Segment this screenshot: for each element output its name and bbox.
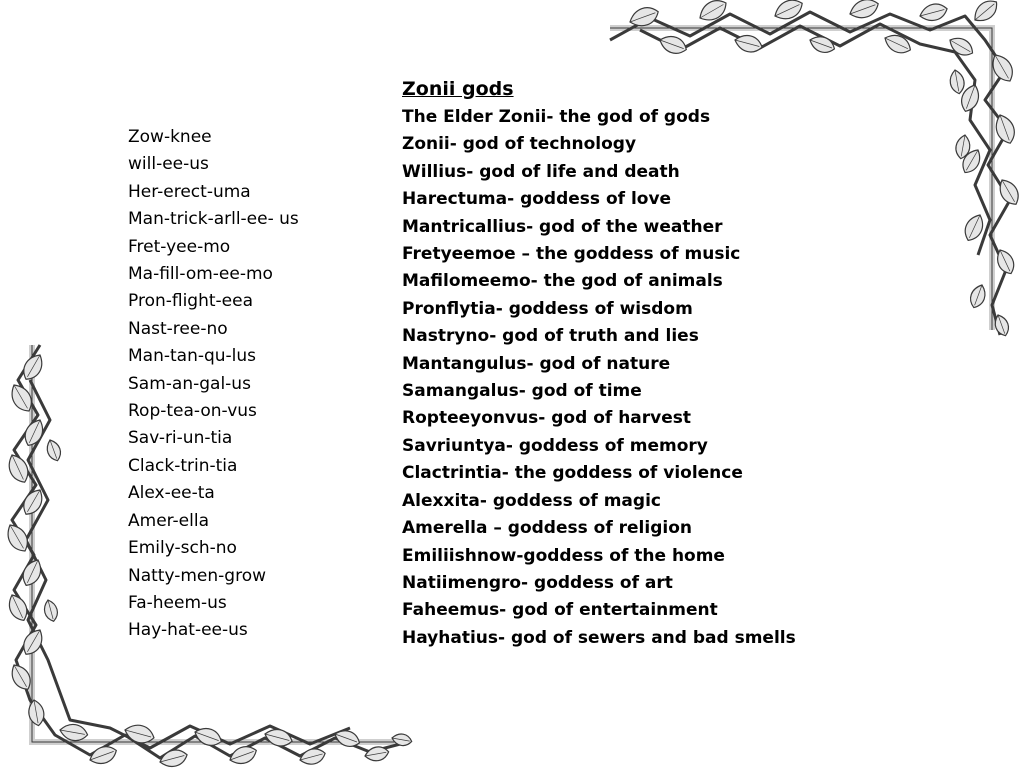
leaf-shape bbox=[3, 521, 33, 556]
leaf-shape bbox=[19, 351, 47, 383]
leaf-vein bbox=[27, 490, 40, 512]
leaf-vein bbox=[995, 55, 1009, 78]
pronunciation-item: Hay-hat-ee-us bbox=[128, 620, 248, 641]
leaf-vein bbox=[60, 730, 85, 734]
leaf-shape bbox=[807, 33, 837, 56]
leaf-vein bbox=[810, 40, 832, 48]
god-item: Willius- god of life and death bbox=[402, 161, 680, 182]
leaf-shape bbox=[961, 212, 987, 244]
god-item: Amerella – goddess of religion bbox=[402, 518, 692, 539]
leaf-vein bbox=[1002, 180, 1015, 202]
leaf-shape bbox=[364, 745, 390, 763]
leaf-shape bbox=[7, 381, 37, 416]
leaf-shape bbox=[21, 417, 47, 449]
leaf-shape bbox=[123, 722, 156, 746]
pronunciation-item: Ma-fill-om-ee-mo bbox=[128, 264, 273, 285]
god-item: Mantricallius- god of the weather bbox=[402, 216, 723, 237]
leaf-vein bbox=[10, 525, 24, 548]
gods-list bbox=[402, 104, 796, 652]
leaf-vein bbox=[950, 40, 970, 52]
leaf-vein bbox=[660, 40, 684, 49]
leaf-shape bbox=[733, 32, 764, 55]
pronunciation-item: Fret-yee-mo bbox=[128, 236, 231, 257]
leaf-shape bbox=[627, 4, 661, 30]
leaf-shape bbox=[948, 69, 966, 95]
pronunciation-item: Amer-ella bbox=[128, 510, 210, 531]
god-item: Fretyeemoe – the goddess of music bbox=[402, 244, 741, 265]
leaf-shape bbox=[918, 1, 949, 24]
pronunciation-item: Nast-ree-no bbox=[128, 318, 228, 339]
leaf-vein bbox=[265, 734, 289, 741]
god-item: The Elder Zonii- the god of gods bbox=[402, 107, 711, 127]
leaf-vein bbox=[230, 751, 254, 760]
leaf-vein bbox=[14, 385, 28, 408]
pronunciation-item: Man-trick-arll-ee- us bbox=[128, 209, 299, 230]
pronunciation-item: Natty-men-grow bbox=[128, 565, 267, 586]
god-item: Nastryno- god of truth and lies bbox=[402, 326, 699, 347]
leaf-shape bbox=[993, 247, 1017, 277]
leaf-shape bbox=[19, 557, 45, 589]
leaf-vein bbox=[1000, 115, 1009, 140]
leaf-vein bbox=[335, 734, 357, 742]
god-item: Harectuma- goddess of love bbox=[402, 189, 672, 210]
gods-block bbox=[402, 74, 796, 652]
leaf-shape bbox=[263, 726, 294, 749]
leaf-shape bbox=[970, 0, 1002, 26]
pronunciation-item: Sav-ri-un-tia bbox=[128, 428, 233, 449]
god-item: Savriuntya- goddess of memory bbox=[402, 435, 708, 456]
leaf-shape bbox=[59, 722, 89, 743]
leaf-vein bbox=[27, 560, 38, 583]
leaf-shape bbox=[657, 33, 689, 58]
leaf-vein bbox=[998, 315, 1005, 334]
leaf-vein bbox=[885, 38, 908, 49]
leaf-shape bbox=[946, 34, 976, 60]
leaf-shape bbox=[988, 51, 1018, 86]
leaf-shape bbox=[847, 0, 881, 22]
pronunciation-item: Clack-trin-tia bbox=[128, 455, 238, 476]
leaf-shape bbox=[967, 283, 988, 310]
pronunciation-item: will-ee-us bbox=[128, 154, 209, 175]
god-item: Natiimengro- goddess of art bbox=[402, 572, 673, 593]
pronunciation-item: Emily-sch-no bbox=[128, 538, 237, 559]
god-item: Mafilomeemo- the god of animals bbox=[402, 271, 723, 292]
leaf-vein bbox=[966, 150, 978, 170]
leaf-shape bbox=[42, 598, 60, 622]
leaf-shape bbox=[391, 732, 413, 747]
leaf-vein bbox=[920, 9, 944, 16]
leaf-vein bbox=[961, 135, 965, 156]
leaf-shape bbox=[771, 0, 805, 24]
pronunciation-item: Pron-flight-eea bbox=[128, 291, 254, 312]
leaf-vein bbox=[969, 215, 980, 238]
leaf-shape bbox=[27, 699, 46, 727]
god-item: Mantangulus- god of nature bbox=[402, 353, 671, 374]
leaf-shape bbox=[44, 438, 63, 463]
leaf-vein bbox=[48, 600, 53, 619]
leaf-vein bbox=[29, 420, 40, 443]
god-item: Ropteeyonvus- god of harvest bbox=[402, 408, 692, 429]
leaf-vein bbox=[955, 70, 959, 91]
leaf-shape bbox=[192, 725, 224, 750]
pronunciation-item: Man-tan-qu-lus bbox=[128, 346, 257, 367]
leaf-vein bbox=[14, 665, 27, 687]
god-item: Emiliishnow-goddess of the home bbox=[402, 545, 725, 566]
leaf-shape bbox=[19, 626, 47, 658]
leaf-vein bbox=[630, 13, 655, 22]
leaf-vein bbox=[27, 630, 40, 652]
god-item: Hayhatius- god of sewers and bad smells bbox=[402, 627, 796, 648]
leaf-shape bbox=[332, 727, 362, 750]
god-item: Alexxita- goddess of magic bbox=[402, 490, 661, 511]
leaf-shape bbox=[959, 146, 985, 176]
god-item: Zonii- god of technology bbox=[402, 134, 637, 155]
leaf-shape bbox=[992, 313, 1011, 338]
leaf-vein bbox=[775, 5, 799, 16]
leaf-shape bbox=[4, 451, 32, 485]
leaf-vein bbox=[12, 455, 23, 479]
leaf-vein bbox=[34, 700, 38, 723]
leaf-shape bbox=[958, 82, 983, 114]
leaf-vein bbox=[27, 355, 40, 377]
pronunciation-item: Sam-an-gal-us bbox=[128, 373, 251, 394]
leaf-shape bbox=[954, 134, 972, 160]
leaf-shape bbox=[995, 176, 1023, 208]
leaf-vein bbox=[735, 40, 759, 47]
leaf-vein bbox=[195, 732, 219, 741]
leaf-vein bbox=[850, 5, 875, 14]
leaf-vein bbox=[700, 5, 723, 19]
god-item: Samangalus- god of time bbox=[402, 381, 642, 402]
pronunciation-item: Alex-ee-ta bbox=[128, 483, 215, 504]
pronunciation-item: Rop-tea-on-vus bbox=[128, 401, 257, 422]
pronunciation-item: Fa-heem-us bbox=[128, 592, 227, 613]
leaf-vein bbox=[966, 85, 975, 109]
god-item: Faheemus- god of entertainment bbox=[402, 600, 718, 621]
leaf-shape bbox=[87, 743, 119, 768]
god-item: Pronflytia- goddess of wisdom bbox=[402, 298, 693, 319]
leaf-vein bbox=[392, 738, 410, 741]
page-title: Zonii gods bbox=[402, 78, 514, 100]
leaf-shape bbox=[5, 592, 31, 624]
pronunciation-item: Her-erect-uma bbox=[128, 181, 251, 202]
leaf-shape bbox=[992, 112, 1018, 146]
leaf-shape bbox=[7, 661, 35, 693]
leaf-vein bbox=[12, 595, 23, 618]
leaf-vein bbox=[975, 285, 982, 305]
leaf-shape bbox=[227, 743, 259, 768]
leaf-shape bbox=[882, 31, 914, 57]
god-item: Clactrintia- the goddess of violence bbox=[402, 463, 743, 484]
leaf-vein bbox=[300, 754, 323, 760]
leaf-vein bbox=[125, 730, 151, 737]
pronunciation-list bbox=[128, 124, 299, 645]
leaf-shape bbox=[19, 486, 47, 518]
leaf-vein bbox=[975, 4, 994, 20]
leaf-vein bbox=[160, 755, 184, 762]
leaf-vein bbox=[50, 440, 57, 459]
leaf-shape bbox=[298, 746, 327, 767]
leaf-vein bbox=[90, 751, 114, 760]
leaf-vein bbox=[1000, 250, 1010, 271]
leaf-shape bbox=[158, 747, 189, 768]
leaf-shape bbox=[696, 0, 731, 25]
pronunciation-item: Zow-knee bbox=[128, 127, 212, 147]
leaf-vein bbox=[365, 752, 386, 756]
